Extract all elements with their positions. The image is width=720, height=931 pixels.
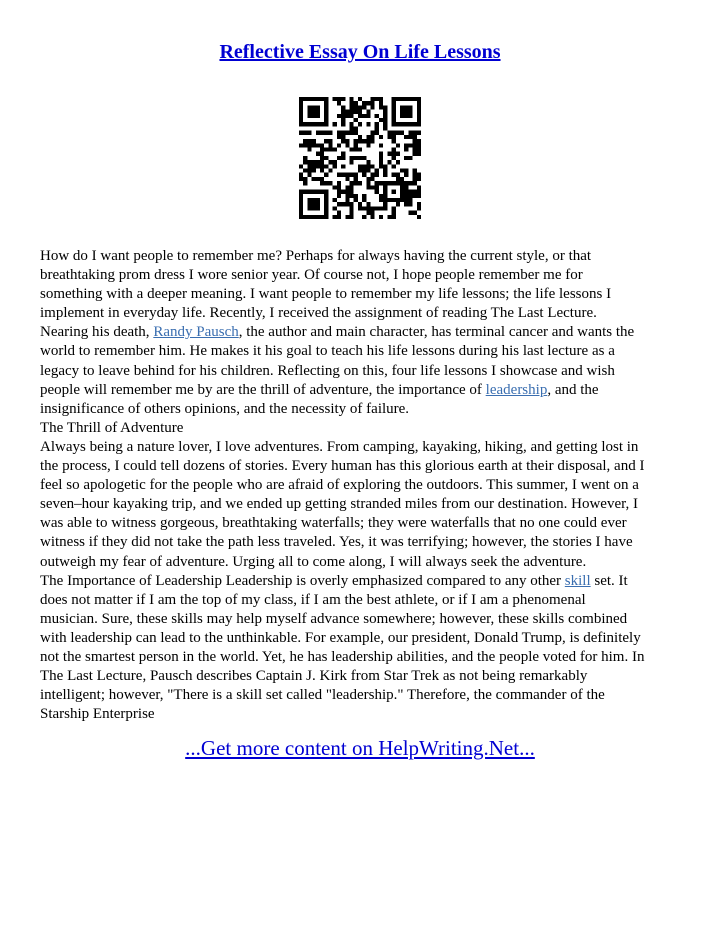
text-segment: people will remember me by are the thrill of adventure, the importance of <box>40 381 486 398</box>
inline-link[interactable]: Randy Pausch <box>153 324 239 341</box>
text-segment: The Last Lecture, Pausch describes Captain J. Kirk from Star Trek as not being remarkably <box>40 668 588 685</box>
text-line <box>40 400 685 419</box>
text-segment: The Thrill of Adventure <box>40 419 184 436</box>
text-line <box>40 610 685 629</box>
text-segment: insignificance of others opinions, and the necessity of failure. <box>40 400 410 417</box>
text-segment: Always being a nature lover, I love adventures. From camping, kayaking, hiking, and getting lost in <box>40 438 639 455</box>
inline-link[interactable]: skill <box>564 572 591 589</box>
text-segment: The Importance of Leadership Leadership is overly emphasized compared to any other <box>40 572 565 589</box>
text-line <box>40 438 685 457</box>
text-segment: seven–hour kayaking trip, and we ended up getting stranded miles from our destination. However, I <box>40 496 638 513</box>
title-link[interactable]: Reflective Essay On Life Lessons <box>219 41 501 63</box>
essay-body <box>40 247 685 724</box>
text-segment: the process, I could tell dozens of stories. Every human has this glorious earth at their disposal, and I <box>40 458 645 475</box>
qr-code-icon <box>299 97 421 219</box>
text-segment: outweigh my fear of adventure. Urging all to come along, I will always seek the adventure. <box>40 553 587 570</box>
text-line <box>40 247 685 266</box>
text-segment: breathtaking prom dress I wore senior year. Of course not, I hope people remember me for <box>40 267 583 284</box>
text-line <box>40 591 685 610</box>
text-segment: feel so apologetic for the people who are afraid of exploring the outdoors. This summer, I went on a <box>40 477 639 494</box>
text-line <box>40 667 685 686</box>
text-line <box>40 304 685 323</box>
text-line <box>40 572 685 591</box>
text-line <box>40 514 685 533</box>
text-segment: musician. Sure, these skills may help myself advance somewhere; however, these skills combined <box>40 610 628 627</box>
text-line <box>40 342 685 361</box>
text-segment: Nearing his death, <box>40 324 154 341</box>
text-segment: witness if they did not take the path less traveled. Yes, it was terrifying; however, the stories I have <box>40 534 633 551</box>
text-line <box>40 533 685 552</box>
text-line <box>40 381 685 400</box>
text-segment: does not matter if I am the top of my class, if I am the best athlete, or if I am a phenomenal <box>40 591 586 608</box>
text-line <box>40 686 685 705</box>
text-segment: world to remember him. He makes it his goal to teach his life lessons during his last lecture as a <box>40 343 615 360</box>
text-segment: with leadership can lead to the unthinkable. For example, our president, Donald Trump, is definitely <box>40 629 641 646</box>
text-segment: Starship Enterprise <box>40 706 155 723</box>
text-line <box>40 705 685 724</box>
text-line <box>40 476 685 495</box>
text-line <box>40 266 685 285</box>
text-line <box>40 285 685 304</box>
footer-cta <box>0 733 720 763</box>
text-segment: was able to witness gorgeous, breathtaking waterfalls; they were waterfalls that no one could ever <box>40 515 627 532</box>
text-line <box>40 648 685 667</box>
text-line <box>40 362 685 381</box>
text-line <box>40 457 685 476</box>
text-segment: not the smartest person in the world. Yet, he has leadership abilities, and the people voted for him. In <box>40 648 645 665</box>
text-line <box>40 553 685 572</box>
inline-link[interactable]: leadership <box>485 381 548 398</box>
text-line <box>40 629 685 648</box>
text-line <box>40 495 685 514</box>
text-segment: How do I want people to remember me? Perhaps for always having the current style, or that <box>40 248 592 264</box>
text-segment: set. It <box>590 572 628 589</box>
text-segment: intelligent; however, "There is a skill set called "leadership." Therefore, the commander of the <box>40 687 605 704</box>
text-segment: legacy to leave behind for his children. Reflecting on this, four life lessons I showcase and wish <box>40 362 615 379</box>
text-line <box>40 419 685 438</box>
text-segment: , the author and main character, has terminal cancer and wants the <box>238 324 635 341</box>
page-title <box>0 38 720 66</box>
get-more-content-link[interactable]: ...Get more content on HelpWriting.Net... <box>185 736 535 760</box>
text-segment: something with a deeper meaning. I want people to remember my life lessons; the life lessons I <box>40 286 612 303</box>
text-segment: implement in everyday life. Recently, I received the assignment of reading The Last Lecture. <box>40 305 597 322</box>
text-segment: , and the <box>547 381 599 398</box>
text-line <box>40 323 685 342</box>
